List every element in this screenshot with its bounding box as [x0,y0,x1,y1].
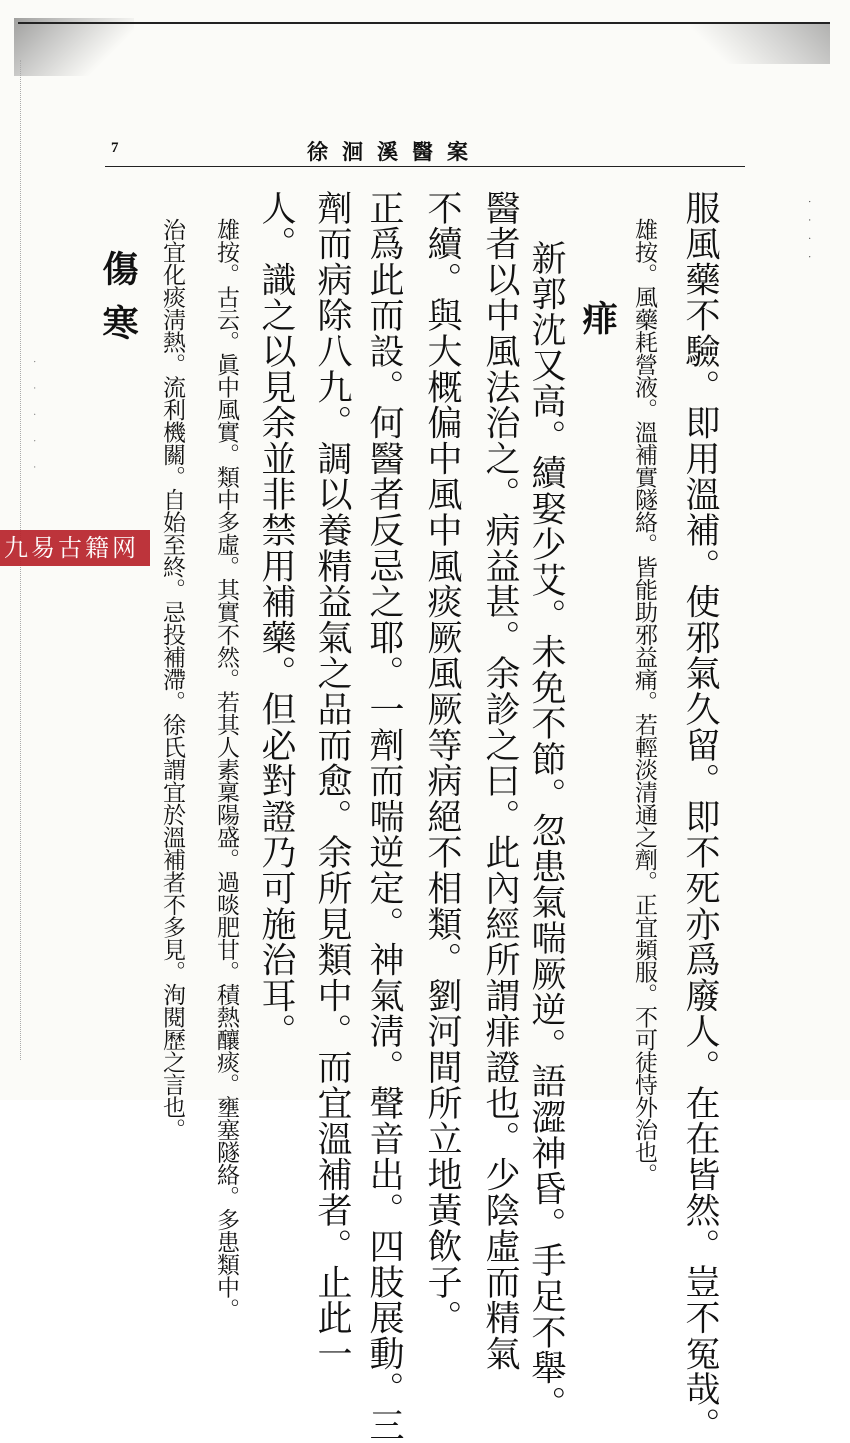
page-top-border [18,22,830,24]
scan-edge-noise-right [690,22,830,64]
text-column-6: 劑而病除八九。調以養精益氣之品而愈。余所見類中。而宜溫補者。止此一 [312,190,352,1372]
annotation-column-2: 雄按。古云。眞中風實。類中多虛。其實不然。若其人素稟陽盛。過啖肥甘。積熱釀痰。壅塞隧絡。多患類中。 [213,218,239,1321]
left-margin-marks: · · · · · [28,360,39,479]
scan-edge-noise-left [14,18,134,76]
running-header [105,136,745,166]
text-column-5: 正爲此而設。何醫者反忌之耶。一劑而喘逆定。神氣淸。聲音出。四肢展動。三 [364,190,404,1443]
chapter-heading-shanghan: 傷寒 [97,250,139,358]
watermark-badge: 九易古籍网 [0,530,150,566]
annotation-column-1: 雄按。風藥耗營液。溫補實隧絡。皆能助邪益痛。若輕淡清通之劑。正宜頻服。不可徒恃外治也。 [631,218,657,1186]
running-title: 徐洄溪醫案 [307,139,482,164]
text-column-4: 不續。與大概偏中風中風痰厥風厥等病絕不相類。劉河間所立地黃飲子。 [422,190,462,1336]
text-column-3: 醫者以中風法治之。病益甚。余診之曰。此內經所謂痱證也。少陰虛而精氣 [480,190,520,1372]
text-column-2: 新郭沈又高。續娶少艾。未免不節。忽患氣喘厥逆。語澀神昏。手足不舉。 [526,240,566,1422]
header-rule [105,166,745,167]
section-heading-fei: 痱 [577,300,618,336]
page-number: 7 [111,140,119,156]
text-column-1: 服風藥不驗。即用溫補。使邪氣久留。即不死亦爲廢人。在在皆然。豈不冤哉。 [680,190,720,1443]
margin-marks: · · · · [803,200,814,265]
text-column-7: 人。識之以見余並非禁用補藥。但必對證乃可施治耳。 [256,190,296,1050]
annotation-column-3: 治宜化痰淸熱。流利機關。自始至終。忌投補滯。徐氏謂宜於溫補者不多見。洵閱歷之言也。 [159,218,185,1141]
